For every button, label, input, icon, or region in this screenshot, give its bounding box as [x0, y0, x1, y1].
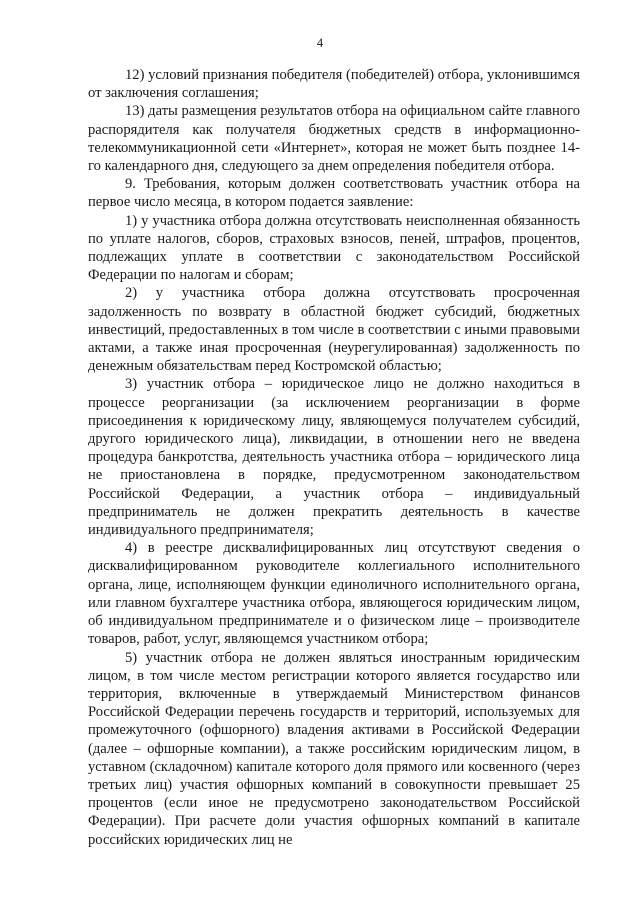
paragraph-requirement-1: 1) у участника отбора должна отсутствовать неисполненная обязанность по уплате налогов, сборов, страховых взносов, пеней, штрафов, процентов, подлежащих уплате в соответствии с законодательством Российской Федерации по налогам и сборам;	[88, 212, 580, 284]
page-number: 4	[316, 36, 324, 50]
paragraph-requirement-4: 4) в реестре дисквалифицированных лиц отсутствуют сведения о дисквалифицированном руководителе коллегиального исполнительного органа, лице, исполняющем функции единоличного исполнительного органа, или главном бухгалтере участника отбора, являющегося юридическим лицом, об индивидуальном предпринимателе и о физическом лице – производителе товаров, работ, услуг, являющемся участником отбора;	[88, 540, 580, 648]
paragraph-item-12: 12) условий признания победителя (победителей) отбора, уклонившимся от заключения соглашения;	[88, 67, 580, 102]
paragraph-requirement-3: 3) участник отбора – юридическое лицо не должно находиться в процессе реорганизации (за исключением реорганизации в форме присоединения к юридическому лицу, являющемуся получателем субсидий, другого юридического лица), ликвидации, в отношении него не введена процедура банкротства, деятельность участника отбора – юридического лица не приостановлена в порядке, предусмотренном законодательством Российской Федерации, а участник отбора – индивидуальный предприниматель не должен прекратить деятельность в качестве индивидуального предпринимателя;	[88, 376, 580, 539]
paragraph-section-9: 9. Требования, которым должен соответствовать участник отбора на первое число месяца, в котором подается заявление:	[88, 176, 580, 211]
paragraph-requirement-2: 2) у участника отбора должна отсутствовать просроченная задолженность по возврату в областной бюджет субсидий, бюджетных инвестиций, предоставленных в том числе в соответствии с иными правовыми актами, а также иная просроченная (неурегулированная) задолженность по денежным обязательствам перед Костромской областью;	[88, 285, 580, 375]
paragraph-item-13: 13) даты размещения результатов отбора на официальном сайте главного распорядителя как получателя бюджетных средств в информационно-телекоммуникационной сети «Интернет», которая не может быть позднее 14-го календарного дня, следующего за днем определения победителя отбора.	[88, 103, 580, 175]
document-body	[88, 66, 580, 849]
paragraph-requirement-5: 5) участник отбора не должен являться иностранным юридическим лицом, в том числе местом регистрации которого является государство или территория, включенные в утверждаемый Министерством финансов Российской Федерации перечень государств и территорий, используемых для промежуточного (офшорного) владения активами в Российской Федерации (далее – офшорные компании), а также российским юридическим лицом, в уставном (складочном) капитале которого доля прямого или косвенного (через третьих лиц) участия офшорных компаний в совокупности превышает 25 процентов (если иное не предусмотрено законодательством Российской Федерации). При расчете доли участия офшорных компаний в капитале российских юридических лиц не	[88, 649, 580, 848]
